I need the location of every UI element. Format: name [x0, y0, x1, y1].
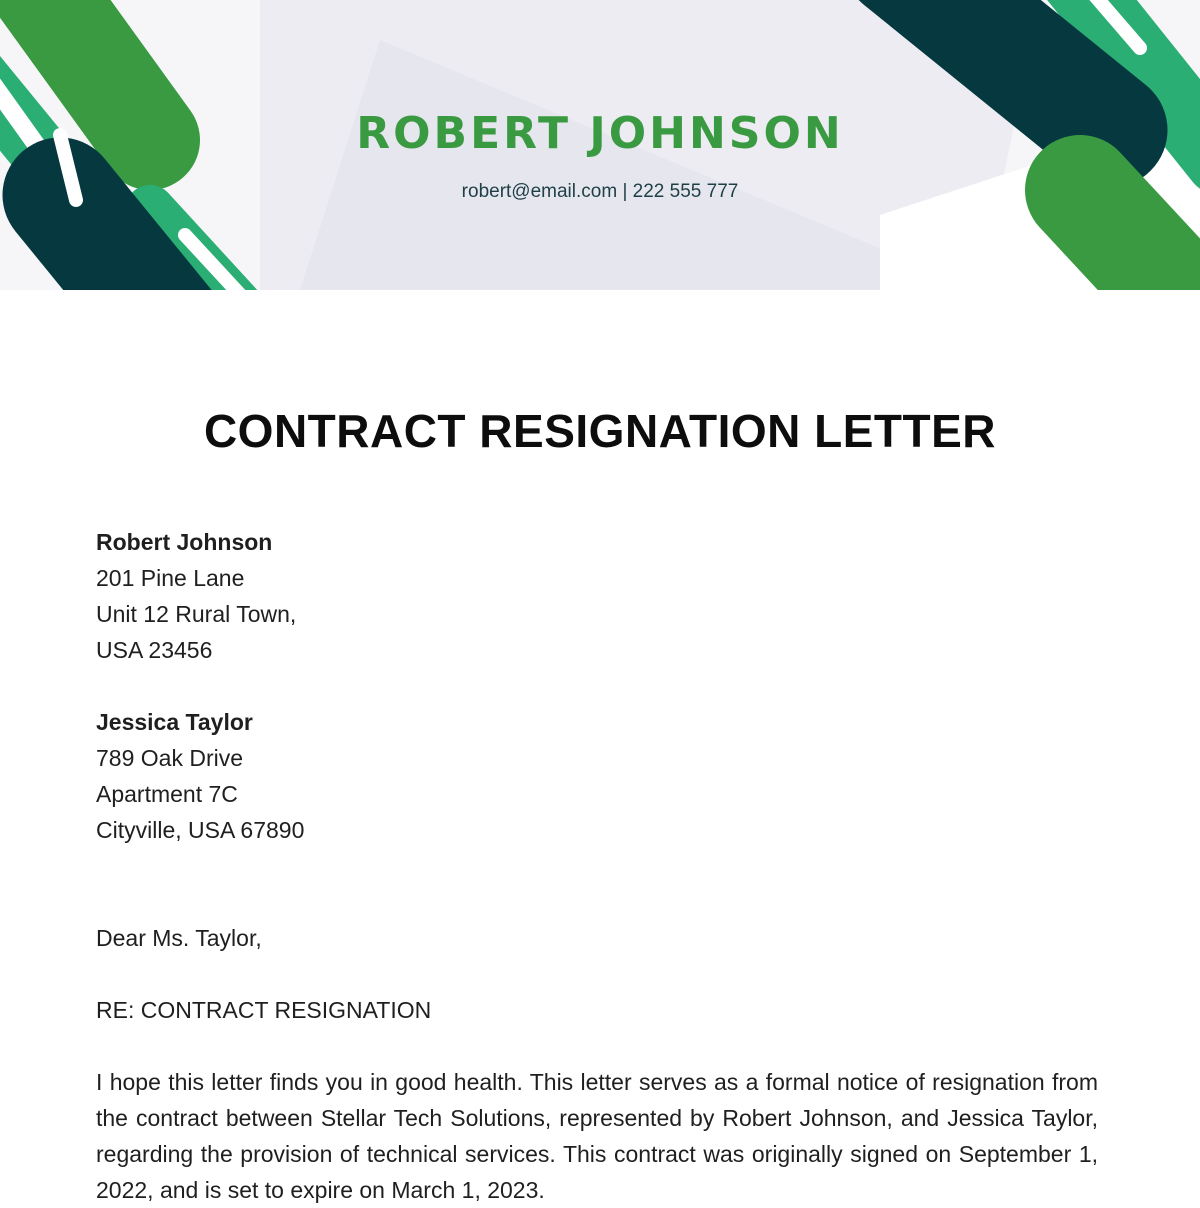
recipient-name: Jessica Taylor	[96, 709, 253, 735]
sender-name: Robert Johnson	[96, 529, 273, 555]
subject-line: RE: CONTRACT RESIGNATION	[96, 997, 432, 1023]
recipient-address-line: 789 Oak Drive	[96, 745, 244, 771]
recipient-address-line: Apartment 7C	[96, 781, 238, 807]
sender-address-line: USA 23456	[96, 637, 213, 663]
salutation: Dear Ms. Taylor,	[96, 925, 262, 951]
letterhead-contact: robert@email.com | 222 555 777	[461, 181, 739, 202]
recipient-address	[96, 704, 1100, 848]
body-paragraph: I hope this letter finds you in good health. This letter serves as a formal notice of resignation from the contract between Stellar Tech Solutions, represented by Robert Johnson, and Jessica Taylor, regarding the provision of technical services. This contract was originally signed on September 1, 2022, and is set to expire on March 1, 2023.	[96, 1069, 1098, 1203]
letterhead-name: ROBERT JOHNSON	[356, 108, 844, 159]
recipient-address-line: Cityville, USA 67890	[96, 817, 305, 843]
document-title: CONTRACT RESIGNATION LETTER	[203, 405, 997, 457]
sender-address-line: 201 Pine Lane	[96, 565, 245, 591]
sender-address-line: Unit 12 Rural Town,	[96, 601, 297, 627]
letterhead-banner	[0, 0, 1200, 290]
sender-address	[96, 524, 1100, 668]
